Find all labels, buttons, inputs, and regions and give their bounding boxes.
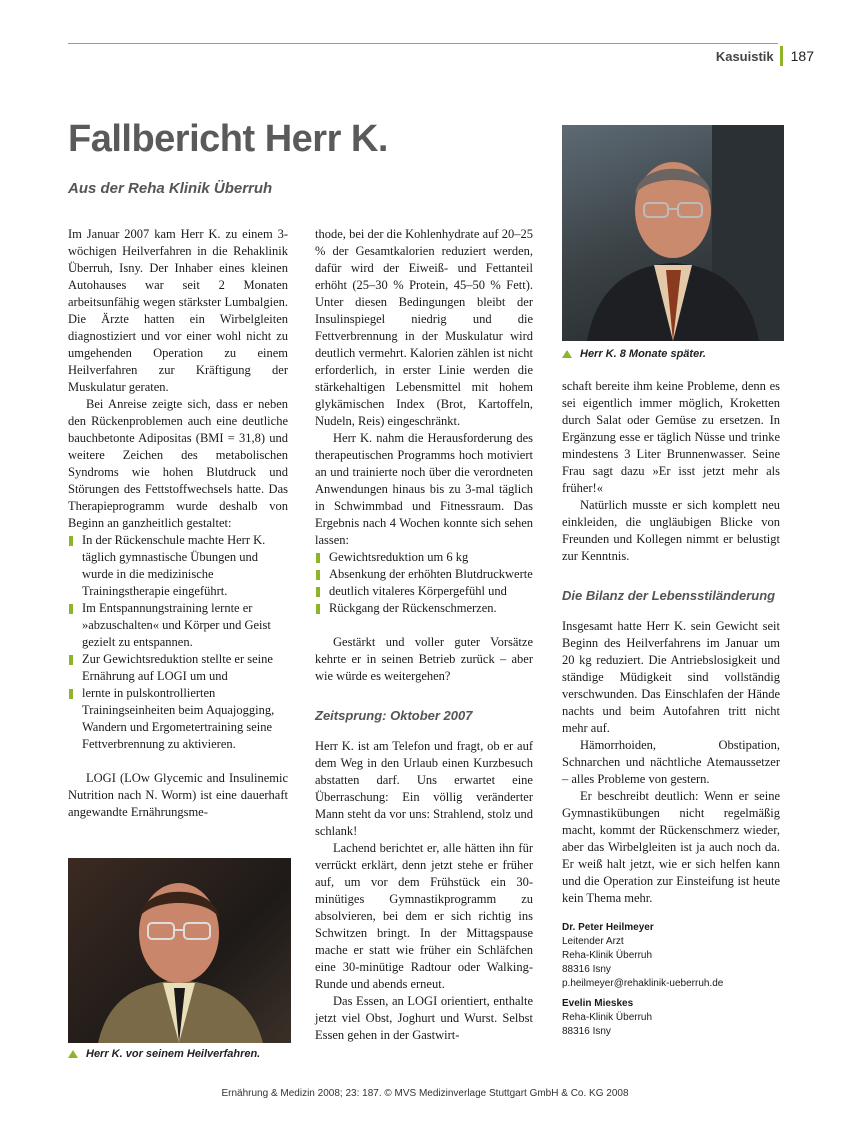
author-line: Reha-Klinik Überruh: [562, 1012, 653, 1023]
author-name: Evelin Mieskes: [562, 998, 634, 1009]
author-line: Leitender Arzt: [562, 936, 624, 947]
header-accent-bar: [780, 46, 783, 66]
section-heading: Die Bilanz der Lebensstiländerung: [562, 588, 776, 603]
paragraph: Gestärkt und voller guter Vorsätze kehrte er in seinen Betrieb zurück – aber wie würde es weitergehen?: [315, 635, 533, 683]
paragraph: Natürlich musste er sich komplett neu einkleiden, die ungläubigen Blicke von Freunden und Kollegen nimmt er belustigt zur Kenntnis.: [562, 498, 780, 563]
photo-before: [68, 858, 291, 1043]
portrait-before-illustration: [68, 858, 291, 1043]
photo-after: [562, 125, 784, 341]
page-number: 187: [790, 48, 814, 64]
author-email: p.heilmeyer@rehaklinik-ueberruh.de: [562, 978, 724, 989]
paragraph: Herr K. nahm die Herausforderung des therapeutischen Programms hoch motiviert an und trainierte noch über die verordneten Anwendungen hinaus bis zu 3-mal täglich in Schwimmbad und Fitnessraum. Das Ergebnis nach 4 Wochen konnte sich sehen lassen:: [315, 431, 533, 547]
paragraph: Im Januar 2007 kam Herr K. zu einem 3-wöchigen Heilverfahren in die Rehaklinik Überruh, Isny. Der Inhaber eines kleinen Autohauses war seit 2 Monaten arbeitsunfähig wegen stärkster Lumbalgien. Die Ärzte hatten ein Wirbelgleiten diagnostiziert und vor einer wohl nicht zu umgehenden Operation zu einem Heilverfahren zur Kräftigung der Muskulatur geraten.: [68, 227, 288, 394]
paragraph: LOGI (LOw Glycemic and Insulinemic Nutrition nach N. Worm) ist eine dauerhaft angewandte Ernährungsme-: [68, 771, 288, 819]
running-header: [716, 46, 814, 66]
paragraph: thode, bei der die Kohlenhydrate auf 20–25 % der Gesamtkalorien reduziert werden, dafür wird der Eiweiß- und Fettanteil erhöht (25–30 % Protein, 45–50 % Fett). Unter diesen Bedingungen bleibt der Insulinspiegel niedrig und die Fettverbrennung in der Muskulatur wird deutlich vermehrt. Kalorien zählen ist nicht erforderlich, in erster Linie werden die stärkehaltigen Lebensmittel mit hohem glykämischen Index (Brot, Kartoffeln, Nudeln, Reis) eingeschränkt.: [315, 227, 533, 428]
list-item: Absenkung der erhöhten Blutdruckwerte: [315, 566, 533, 583]
paragraph: Bei Anreise zeigte sich, dass er neben den Rückenproblemen auch eine deutliche bauchbetonte Adipositas (BMI = 31,8) und weitere Zeichen des metabolischen Syndroms wie hohen Blutdruck und Störungen des Fettstoffwechsels hatte. Das Therapieprogramm wurde deshalb von Beginn an ganzheitlich gestaltet:: [68, 397, 288, 530]
article-title: Fallbericht Herr K.: [68, 118, 388, 160]
list-item: Rückgang der Rückenschmerzen.: [315, 600, 533, 617]
list-item: Gewichtsreduktion um 6 kg: [315, 549, 533, 566]
page-footer: Ernährung & Medizin 2008; 23: 187. © MVS Medizinverlage Stuttgart GmbH & Co. KG 2008: [221, 1088, 629, 1099]
paragraph: Insgesamt hatte Herr K. sein Gewicht seit Beginn des Heilverfahrens im Januar um 20 kg reduziert. Die Antriebslosigkeit und ständige Müdigkeit sind vollständig verschwunden. Das Einschlafen der Hände nachts und beim Autofahren tritt nicht mehr auf.: [562, 619, 780, 735]
portrait-after-illustration: [562, 125, 784, 341]
list-item: Zur Gewichtsreduktion stellte er seine Ernährung auf LOGI um und: [68, 651, 288, 685]
author-line: 88316 Isny: [562, 1026, 611, 1037]
bullet-list: [315, 549, 533, 617]
author-block: [562, 921, 780, 1039]
bullet-list: [68, 532, 288, 753]
author-name: Dr. Peter Heilmeyer: [562, 922, 654, 933]
column-1: [68, 226, 288, 821]
paragraph: Hämorrhoiden, Obstipation, Schnarchen und nächtliche Atemaussetzer – alles Probleme von gestern.: [562, 738, 780, 786]
author-entry: [562, 921, 780, 991]
column-2: [315, 226, 533, 1044]
list-item: lernte in pulskontrollierten Trainingseinheiten beim Aquajogging, Wandern und Ergometertraining seine Fettverbrennung zu aktivieren.: [68, 685, 288, 753]
list-item: deutlich vitaleres Körpergefühl und: [315, 583, 533, 600]
header-rule: [68, 43, 778, 44]
author-entry: [562, 997, 780, 1039]
paragraph: Er beschreibt deutlich: Wenn er seine Gymnastikübungen nicht regelmäßig macht, kommt der Rückenschmerz wieder, aber das Wirbelgleiten ist ja auch noch da. Er weiß halt jetzt, wie er sich helfen kann und die Operation zur Einsteifung ist heute kein Thema mehr.: [562, 789, 780, 905]
triangle-icon: [68, 1050, 78, 1058]
section-heading: Zeitsprung: Oktober 2007: [315, 708, 473, 723]
paragraph: Das Essen, an LOGI orientiert, enthalte jetzt viel Obst, Joghurt und Wurst. Selbst Essen gehen in der Gastwirt-: [315, 994, 533, 1042]
paragraph: Herr K. ist am Telefon und fragt, ob er auf dem Weg in den Urlaub einen Kurzbesuch abstatten darf. Uns erwartet eine Überraschung: Ein völlig veränderter Mann steht da vor uns: Strahlend, stolz und schlank!: [315, 739, 533, 838]
photo-caption-before: Herr K. vor seinem Heilverfahren.: [68, 1048, 260, 1060]
paragraph: schaft bereite ihm keine Probleme, denn es sei eigentlich immer möglich, Kroketten durch Salat oder Gemüse zu ersetzen. In Ergänzung esse er täglich Nüsse und trinke mindestens 3 Liter Brunnenwasser. Seine Frau sagt dazu »Er isst jetzt mehr als früher!«: [562, 379, 780, 495]
list-item: In der Rückenschule machte Herr K. täglich gymnastische Übungen und wurde in die medizinische Trainingstherapie eingeführt.: [68, 532, 288, 600]
author-line: 88316 Isny: [562, 964, 611, 975]
paragraph: Lachend berichtet er, alle hätten ihn für verrückt erklärt, denn jetzt stehe er früher auf, um vor dem Frühstück ein 30-minütiges Gymnastikprogramm zu absolvieren, bei dem er sich richtig ins Schwitzen bringt. In der Mittagspause mache er statt wie früher ein Schläfchen eine 30-minütige Radtour oder Walking-Runde und abends erneut.: [315, 841, 533, 991]
section-label: Kasuistik: [715, 48, 774, 64]
author-line: Reha-Klinik Überruh: [562, 950, 653, 961]
list-item: Im Entspannungstraining lernte er »abzuschalten« und Körper und Geist gezielt zu entspannen.: [68, 600, 288, 651]
photo-caption-after: Herr K. 8 Monate später.: [562, 348, 706, 360]
article-subtitle: Aus der Reha Klinik Überruh: [68, 180, 273, 197]
column-3: [562, 378, 780, 1045]
triangle-icon: [562, 350, 572, 358]
